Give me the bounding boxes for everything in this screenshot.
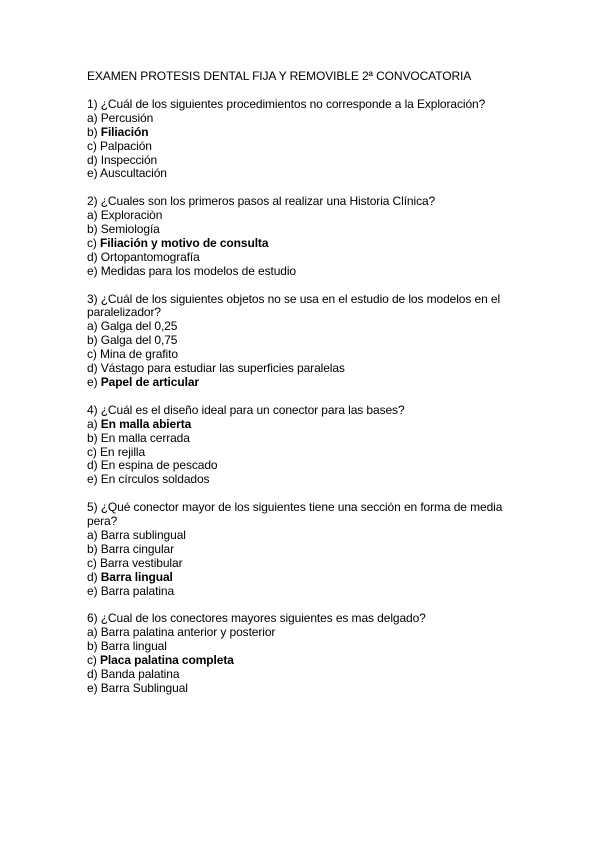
option-text: Barra palatina [100, 583, 175, 598]
option-text: Ortopantomografía [100, 249, 200, 264]
option-letter: e) [87, 375, 101, 389]
option-letter: d) [87, 666, 101, 681]
option-letter: e) [87, 680, 101, 695]
answer-option-correct [87, 376, 527, 390]
question-4 [87, 404, 527, 487]
option-letter: b) [87, 222, 101, 237]
option-text: Semiología [100, 222, 160, 237]
answer-option [87, 320, 527, 334]
answer-option [87, 334, 527, 348]
option-text: Filiación y motivo de consulta [100, 235, 269, 250]
answer-option [87, 557, 527, 571]
question-text: 3) ¿Cuál de los siguientes objetos no se usa en el estudio de los modelos en el paralelizador? [87, 291, 501, 320]
option-letter: e) [87, 263, 101, 278]
option-text: Palpación [100, 138, 152, 153]
option-text: Barra lingual [100, 639, 167, 654]
answer-option-correct [87, 571, 527, 585]
option-text: Medidas para los modelos de estudio [100, 263, 297, 278]
question-text: 2) ¿Cuales son los primeros pasos al realizar una Historia Clínica? [87, 194, 436, 209]
option-text: Banda palatina [100, 666, 180, 681]
option-text: Mina de grafito [100, 347, 178, 362]
option-text: Galga del 0,75 [100, 333, 178, 348]
answer-option [87, 668, 527, 682]
question-6 [87, 612, 527, 695]
option-letter: a) [87, 208, 101, 223]
answer-option [87, 529, 527, 543]
page-title: EXAMEN PROTESIS DENTAL FIJA Y REMOVIBLE 2ª CONVOCATORIA [87, 69, 472, 83]
answer-option [87, 140, 527, 154]
answer-option [87, 223, 527, 237]
question-text: 5) ¿Qué conector mayor de los siguientes tiene una sección en forma de media pera? [87, 500, 503, 529]
question-5 [87, 501, 527, 598]
answer-option [87, 446, 527, 460]
option-letter: c) [87, 235, 101, 250]
option-letter: c) [87, 555, 101, 570]
question-text: 1) ¿Cuál de los siguientes procedimientos no corresponde a la Exploración? [87, 96, 486, 111]
answer-option [87, 167, 527, 181]
option-letter: b) [87, 124, 101, 139]
answer-option [87, 459, 527, 473]
option-letter: e) [87, 166, 101, 181]
option-letter: e) [87, 583, 101, 598]
option-text: Barra sublingual [100, 527, 186, 542]
answer-option [87, 585, 527, 599]
option-text: Barra lingual [100, 569, 173, 584]
option-letter: b) [87, 430, 101, 445]
answer-option [87, 209, 527, 223]
option-letter: b) [87, 639, 101, 654]
option-text: Barra palatina anterior y posterior [100, 625, 276, 640]
answer-option [87, 112, 527, 126]
option-list [87, 418, 527, 488]
option-letter: d) [87, 249, 101, 264]
option-letter: d) [87, 361, 101, 376]
option-text: Barra cingular [100, 541, 175, 556]
exam-page [87, 70, 527, 710]
option-list [87, 209, 527, 279]
answer-option [87, 154, 527, 168]
option-letter: d) [87, 458, 101, 473]
answer-option-correct [87, 654, 527, 668]
question-list [87, 98, 527, 696]
option-text: Inspección [100, 152, 158, 167]
answer-option [87, 682, 527, 696]
option-letter: d) [87, 152, 101, 167]
option-text: En rejilla [100, 444, 146, 459]
option-text: En malla cerrada [100, 430, 190, 445]
question-text: 4) ¿Cuál es el diseño ideal para un conector para las bases? [87, 402, 405, 417]
answer-option [87, 626, 527, 640]
answer-option [87, 362, 527, 376]
option-letter: c) [87, 347, 101, 362]
answer-option [87, 640, 527, 654]
answer-option [87, 543, 527, 557]
answer-option [87, 251, 527, 265]
question-text: 6) ¿Cual de los conectores mayores siguientes es mas delgado? [87, 611, 426, 626]
option-text: Galga del 0,25 [100, 319, 178, 334]
option-letter: e) [87, 472, 101, 487]
answer-option [87, 432, 527, 446]
answer-option [87, 473, 527, 487]
option-letter: c) [87, 138, 101, 153]
option-text: Placa palatina completa [100, 653, 234, 668]
option-list [87, 529, 527, 599]
option-text: Exploraciòn [100, 208, 163, 223]
option-letter: a) [87, 527, 101, 542]
option-text: Barra vestibular [100, 555, 183, 570]
option-text: Vástago para estudiar las superficies paralelas [100, 361, 345, 376]
option-list [87, 112, 527, 182]
question-2 [87, 195, 527, 278]
option-text: Auscultación [100, 166, 167, 181]
answer-option-correct [87, 126, 527, 140]
option-letter: a) [87, 625, 101, 640]
option-letter: c) [87, 653, 101, 668]
option-letter: c) [87, 444, 101, 459]
option-letter: b) [87, 333, 101, 348]
option-letter: a) [87, 416, 101, 431]
option-text: Barra Sublingual [100, 680, 188, 695]
option-letter: a) [87, 110, 101, 125]
answer-option [87, 265, 527, 279]
question-1 [87, 98, 527, 181]
option-text: En malla abierta [100, 416, 192, 431]
option-text: Papel de articular [100, 375, 199, 389]
answer-option-correct [87, 237, 527, 251]
option-text: En círculos soldados [100, 472, 210, 487]
option-list [87, 626, 527, 696]
answer-option-correct [87, 418, 527, 432]
answer-option [87, 348, 527, 362]
option-list [87, 320, 527, 390]
option-letter: d) [87, 569, 101, 584]
option-text: Percusión [100, 110, 154, 125]
option-letter: a) [87, 319, 101, 334]
option-text: En espina de pescado [100, 458, 218, 473]
option-text: Filiación [100, 124, 149, 139]
option-letter: b) [87, 541, 101, 556]
question-3 [87, 293, 527, 390]
